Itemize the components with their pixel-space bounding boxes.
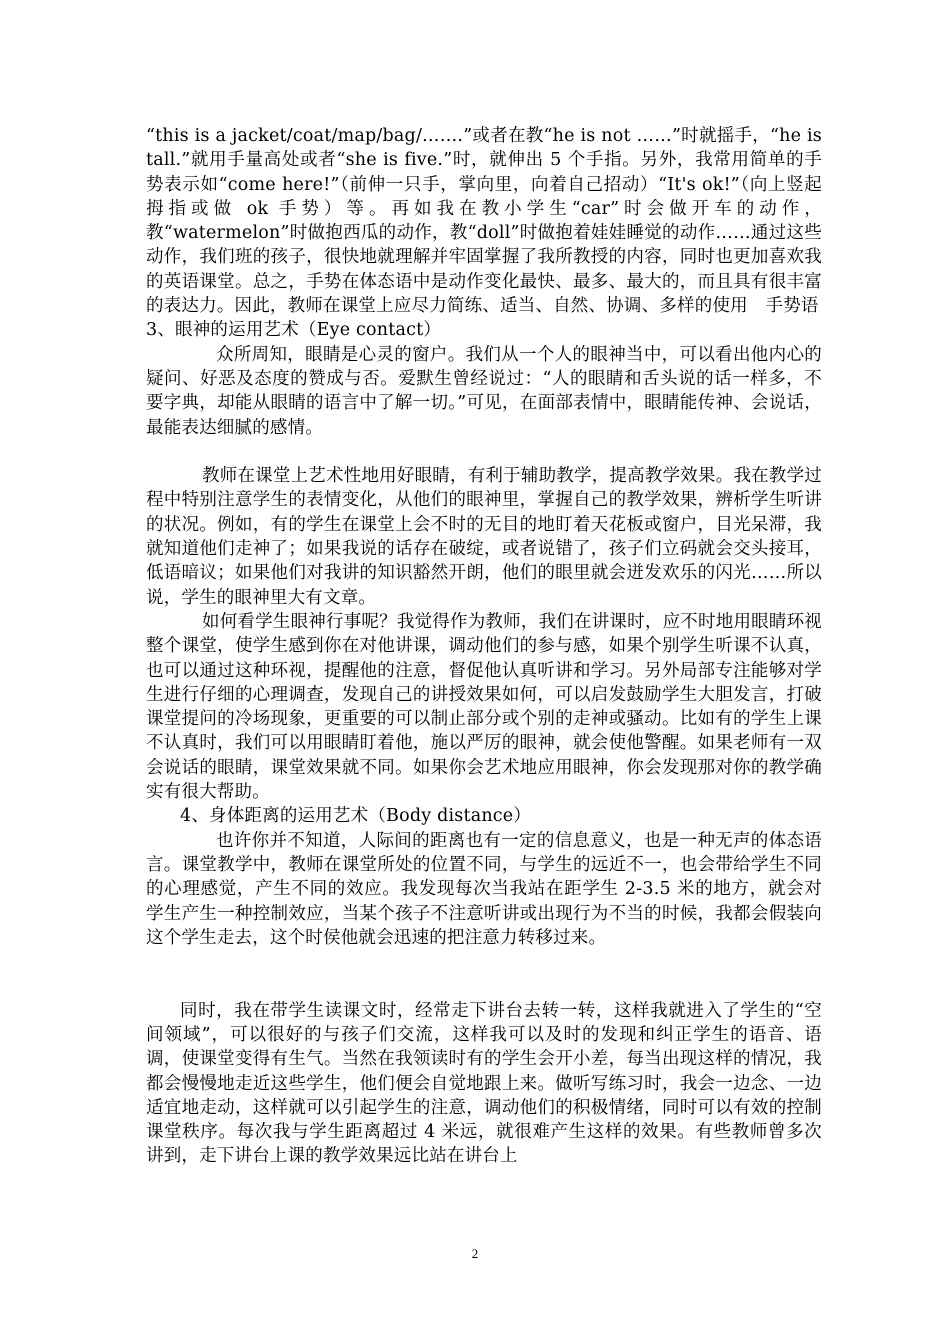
paragraph-eyes-teaching: 教师在课堂上艺术性地用好眼睛，有利于辅助教学，提高教学效果。我在教学过程中特别注意学生的表情变化，从他们的眼神里，掌握自己的教学效果，辨析学生听讲的状况。例如，有的学生在课堂上会不时的无目的地盯着天花板或窗户，目光呆滞，我就知道他们走神了；如果我说的话存在破绽，或者说错了，孩子们立码就会交头接耳，低语暗议；如果他们对我讲的知识豁然开朗，他们的眼里就会迸发欢乐的闪光……所以说，学生的眼神里大有文章。: [146, 466, 822, 608]
heading-eye-contact: 3、眼神的运用艺术（Eye contact）: [146, 320, 442, 341]
paragraph-eyes-method: 如何看学生眼神行事呢？我觉得作为教师，我们在讲课时，应不时地用眼睛环视整个课堂，使学生感到你在对他讲课，调动他们的参与感，如果个别学生听课不认真，也可以通过这种环视，提醒他的注意，督促他认真听讲和学习。另外局部专注能够对学生进行仔细的心理调查，发现自己的讲授效果如何，可以启发鼓励学生大胆发言，打破课堂提问的冷场现象，更重要的可以制止部分或个别的走神或骚动。比如有的学生上课不认真时，我们可以用眼睛盯着他，施以严厉的眼神，就会使他警醒。如果老师有一双会说话的眼睛，课堂效果就不同。如果你会艺术地应用眼神，你会发现那对你的教学确实有很大帮助。: [146, 611, 822, 803]
blank-line: [146, 440, 822, 464]
paragraph-gestures-examples: “this is a jacket/coat/map/bag/…….”或者在教“he is not ……”时就摇手，“he is tall.”就用手量高处或者“she is five.”时，就伸出 5 个手指。另外，我常用简单的手势表示如“come here!”（前伸一只手，掌向里，向着自己招动）“It's ok!”（向上竖起拇指或做 ok 手势）等。再如我在教小学生“car”时会做开车的动作，教“watermelon”时做抱西瓜的动作，教“doll”时做抱着娃娃睡觉的动作……通过这些动作，我们班的孩子，很快地就理解并牢固掌握了我所教授的内容，同时也更加喜欢我的英语课堂。总之，手势在体态语中是动作变化最快、最多、最大的，而且具有很丰富的表达力。因此，教师在课堂上应尽力简练、适当、自然、协调、多样的使用 手势语: [146, 126, 822, 317]
paragraph-distance-meaning: 也许你并不知道，人际间的距离也有一定的信息意义，也是一种无声的体态语言。课堂教学中，教师在课堂所处的位置不同，与学生的远近不一，也会带给学生不同的心理感觉，产生不同的效应。我发现每次当我站在距学生 2-3.5 米的地方，就会对学生产生一种控制效应，当某个孩子不注意听讲或出现行为不当的时候，我都会假装向这个学生走去，这个时侯他就会迅速的把注意力转移过来。: [146, 830, 822, 948]
document-body: [146, 124, 822, 1169]
heading-body-distance: 4、身体距离的运用艺术（Body distance）: [180, 806, 532, 827]
paragraph-distance-practice: 同时，我在带学生读课文时，经常走下讲台去转一转，这样我就进入了学生的“空间领域”，可以很好的与孩子们交流，这样我可以及时的发现和纠正学生的语音、语调，使课堂变得有生气。当然在我领读时有的学生会开小差，每当出现这样的情况，我都会慢慢地走近这些学生，他们便会自觉地跟上来。做听写练习时，我会一边念、一边适宜地走动，这样就可以引起学生的注意，调动他们的积极情绪，同时可以有效的控制课堂秩序。每次我与学生距离超过 4 米远，就很难产生这样的效果。有些教师曾多次讲到，走下讲台上课的教学效果远比站在讲台上: [146, 1000, 822, 1167]
paragraph-eyes-window: 众所周知，眼睛是心灵的窗户。我们从一个人的眼神当中，可以看出他内心的疑问、好恶及态度的赞成与否。爱默生曾经说过：“人的眼睛和舌头说的话一样多，不要字典，却能从眼睛的语言中了解一切。”可见，在面部表情中，眼睛能传神、会说话，最能表达细腻的感情。: [146, 344, 822, 438]
blank-line: [146, 950, 822, 999]
page-number: 2: [471, 1246, 479, 1261]
